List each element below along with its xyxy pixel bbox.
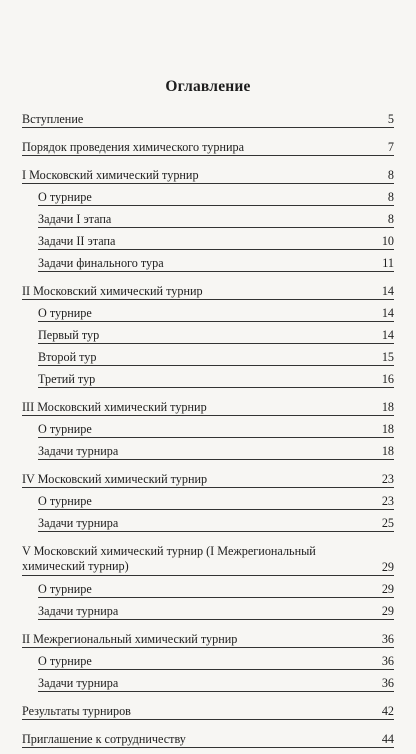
toc-entry [22,632,394,648]
toc-entry-page: 36 [381,654,394,668]
toc-entry [22,704,394,720]
toc-subentry [38,328,394,344]
toc-entry-label: О турнире [38,306,92,320]
toc-entry-page: 8 [387,212,394,226]
toc-entry [22,400,394,416]
toc-entry-page: 36 [381,676,394,690]
toc-entry [22,544,394,576]
toc-entry-page: 29 [381,604,394,618]
toc-entry-page: 10 [381,234,394,248]
toc-subentry [38,582,394,598]
toc-entry-label: V Московский химический турнир (I Межрегиональный химический турнир) [22,544,316,573]
toc-entry [22,140,394,156]
toc-entry-label: Первый тур [38,328,100,342]
toc-entry-page: 14 [381,328,394,342]
toc-entry-page: 44 [381,732,394,746]
toc-entry-page: 8 [387,190,394,204]
toc-entry-label: Задачи финального тура [38,256,164,270]
toc-entry-label: О турнире [38,494,92,508]
toc-entry-label: IV Московский химический турнир [22,472,208,486]
toc-entry-label: О турнире [38,654,92,668]
toc-entry-label: Результаты турниров [22,704,131,718]
toc-entry-label: III Московский химический турнир [22,400,207,414]
toc-entry-label: II Межрегиональный химический турнир [22,632,238,646]
page-title: Оглавление [165,78,251,95]
toc-entry-label: Задачи турнира [38,604,119,618]
toc-entry-label: Вступление [22,112,84,126]
toc-entry-page: 18 [381,444,394,458]
toc-entry-page: 11 [382,256,394,270]
toc-subentry [38,654,394,670]
toc-entry-page: 29 [381,560,394,574]
toc-entry-page: 16 [381,372,394,386]
toc-entry-page: 15 [381,350,394,364]
toc-entry-page: 18 [381,422,394,436]
toc-entry [22,732,394,748]
toc-entry-page: 36 [381,632,394,646]
toc-entry-label: II Московский химический турнир [22,284,203,298]
toc-entry-label: Приглашение к сотрудничеству [22,732,186,746]
toc-entry-label: I Московский химический турнир [22,168,199,182]
toc-entry-label: Задачи турнира [38,516,119,530]
toc-entry-page: 18 [381,400,394,414]
toc-subentry [38,234,394,250]
toc-entry-page: 42 [381,704,394,718]
toc-entry-label: О турнире [38,190,92,204]
toc-subentry [38,494,394,510]
toc-entry-label: Порядок проведения химического турнира [22,140,245,154]
toc-subentry [38,372,394,388]
toc-entry-label: Задачи турнира [38,676,119,690]
toc-entry-page: 5 [387,112,394,126]
toc-subentry [38,676,394,692]
toc-subentry [38,306,394,322]
toc-subentry [38,190,394,206]
table-of-contents [22,78,394,754]
toc-entry-label: Задачи II этапа [38,234,116,248]
toc-entry [22,168,394,184]
toc-entry-page: 23 [381,472,394,486]
toc-entry-page: 25 [381,516,394,530]
toc-subentry [38,350,394,366]
toc-entry-page: 7 [387,140,394,154]
toc-list [22,112,394,748]
toc-entry-label: Задачи I этапа [38,212,112,226]
toc-entry-page: 8 [387,168,394,182]
toc-entry-page: 14 [381,284,394,298]
toc-subentry [38,256,394,272]
toc-entry-page: 14 [381,306,394,320]
toc-entry [22,472,394,488]
toc-subentry [38,422,394,438]
toc-entry-label: О турнире [38,422,92,436]
toc-entry-page: 23 [381,494,394,508]
toc-subentry [38,516,394,532]
toc-entry-page: 29 [381,582,394,596]
toc-entry-label: Второй тур [38,350,97,364]
toc-subentry [38,212,394,228]
toc-subentry [38,444,394,460]
toc-entry [22,112,394,128]
toc-entry-label: Третий тур [38,372,96,386]
toc-entry [22,284,394,300]
toc-subentry [38,604,394,620]
toc-entry-label: О турнире [38,582,92,596]
toc-entry-label: Задачи турнира [38,444,119,458]
